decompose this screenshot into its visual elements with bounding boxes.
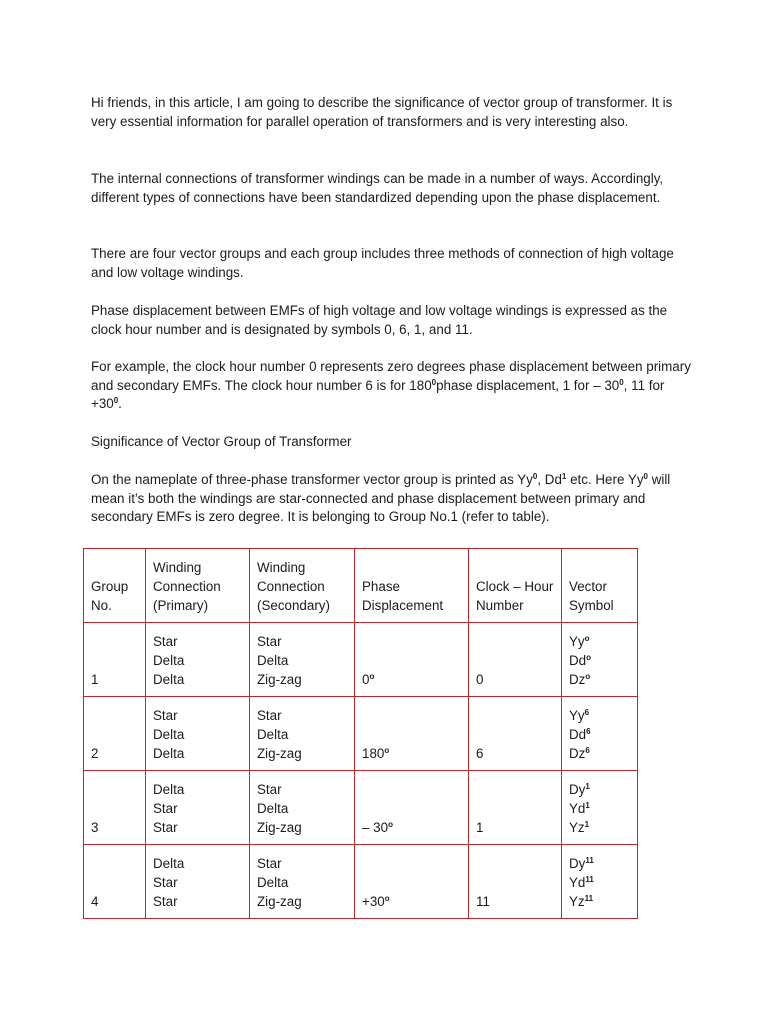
- table-row: [84, 771, 638, 845]
- header-line: Displacement: [362, 598, 444, 613]
- intro-paragraph: Hi friends, in this article, I am going to describe the significance of vector group of transformer. It is very essential information for parallel operation of transformers and is very interesting also.: [91, 95, 673, 129]
- winding-primary-header: [146, 549, 250, 623]
- symbol-superscript: 6: [584, 708, 590, 717]
- symbol-superscript: o: [585, 672, 591, 681]
- phase-displacement-paragraph: Phase displacement between EMFs of high voltage and low voltage windings is expressed as the clock hour number and is designated by symbols 0, 6, 1, and 11.: [91, 303, 668, 337]
- primary-connection-line: Delta: [153, 856, 185, 871]
- vector-symbol: [569, 873, 631, 892]
- symbol-letters: Dy: [569, 856, 586, 871]
- secondary-connection-cell: [250, 845, 355, 919]
- vector-symbol: [569, 725, 631, 744]
- clock-hour-cell: [469, 697, 562, 771]
- group-cell: [84, 623, 146, 697]
- symbol-letters: Dz: [569, 746, 586, 761]
- phase-value: 0: [362, 672, 370, 687]
- symbol-superscript: 11: [585, 875, 594, 884]
- header-line: No.: [91, 598, 112, 613]
- primary-connection-cell: [146, 771, 250, 845]
- symbol-superscript: 6: [586, 727, 591, 736]
- primary-connection-line: Delta: [153, 672, 185, 687]
- group-no-header: [84, 549, 146, 623]
- group-cell: [84, 845, 146, 919]
- vector-symbol-cell: [562, 697, 638, 771]
- group-number: 3: [91, 820, 99, 835]
- winding-secondary-header: [250, 549, 355, 623]
- phase-value: 180: [362, 746, 385, 761]
- primary-connection-line: Delta: [153, 727, 185, 742]
- secondary-connection-line: Delta: [257, 801, 289, 816]
- symbol-superscript: 1: [584, 820, 590, 829]
- degree-superscript: o: [369, 672, 375, 681]
- clock-hour-value: 6: [476, 746, 484, 761]
- clock-hour-cell: [469, 771, 562, 845]
- example-paragraph: [91, 358, 691, 414]
- group-number: 4: [91, 894, 99, 909]
- header-line: Vector: [569, 579, 607, 594]
- primary-connection-line: Delta: [153, 746, 185, 761]
- symbol-superscript: 0: [643, 472, 648, 481]
- symbol-superscript: 1: [561, 472, 567, 481]
- degree-superscript: 0: [619, 377, 624, 387]
- nameplate-paragraph: [91, 471, 691, 527]
- symbol-letters: Yd: [569, 875, 586, 890]
- symbol-letters: Yz: [569, 820, 585, 835]
- symbol-letters: Dy: [569, 782, 586, 797]
- table-row: [84, 623, 638, 697]
- symbol-letters: Dd: [569, 727, 587, 742]
- header-line: Connection: [153, 579, 221, 594]
- vector-symbol: [569, 744, 631, 763]
- secondary-connection-line: Delta: [257, 653, 289, 668]
- secondary-connection-line: Zig-zag: [257, 746, 302, 761]
- nameplate-text-2: , Dd: [537, 472, 562, 487]
- symbol-superscript: o: [586, 653, 592, 662]
- vector-groups-paragraph: There are four vector groups and each group includes three methods of connection of high voltage and low voltage windings.: [91, 246, 674, 280]
- nameplate-text-3: etc. Here Yy: [566, 472, 644, 487]
- symbol-superscript: 11: [584, 894, 594, 903]
- degree-superscript: 0: [113, 396, 119, 406]
- primary-connection-cell: [146, 697, 250, 771]
- phase-value: +30: [362, 894, 385, 909]
- table-row: [84, 697, 638, 771]
- primary-connection-line: Delta: [153, 782, 185, 797]
- header-line: (Secondary): [257, 598, 330, 613]
- example-text-4: .: [118, 396, 122, 412]
- vector-symbol: [569, 799, 631, 818]
- header-line: Clock – Hour: [476, 579, 554, 594]
- phase-displacement-header: [355, 549, 469, 623]
- clock-hour-cell: [469, 845, 562, 919]
- phase-cell: [355, 623, 469, 697]
- degree-superscript: o: [388, 820, 393, 829]
- symbol-letters: Yy: [569, 708, 585, 723]
- vector-symbol: [569, 651, 631, 670]
- degree-superscript: 0: [431, 377, 437, 387]
- vector-symbol: [569, 854, 631, 873]
- primary-connection-line: Delta: [153, 653, 185, 668]
- clock-hour-value: 1: [476, 820, 484, 835]
- clock-hour-header: [469, 549, 562, 623]
- primary-connection-line: Star: [153, 820, 178, 835]
- symbol-letters: Yy: [569, 634, 585, 649]
- example-text-3: , 11 for +30: [91, 377, 665, 412]
- header-line: Connection: [257, 579, 325, 594]
- primary-connection-line: Star: [153, 708, 178, 723]
- group-number: 2: [91, 746, 99, 761]
- primary-connection-line: Star: [153, 801, 178, 816]
- symbol-superscript: o: [584, 634, 590, 643]
- secondary-connection-line: Star: [257, 634, 282, 649]
- header-line: Phase: [362, 579, 400, 594]
- secondary-connection-line: Zig-zag: [257, 672, 302, 687]
- section-heading: Significance of Vector Group of Transformer: [91, 434, 352, 449]
- vector-symbol-header: [562, 549, 638, 623]
- symbol-letters: Dd: [569, 653, 587, 668]
- example-text-2: phase displacement, 1 for – 30: [436, 377, 620, 393]
- vector-symbol-cell: [562, 845, 638, 919]
- vector-symbol: [569, 892, 631, 911]
- secondary-connection-cell: [250, 623, 355, 697]
- example-text-1: For example, the clock hour number 0 represents zero degrees phase displacement between primary and secondary EMFs. The clock hour number 6 is for 180: [91, 359, 691, 393]
- header-line: Winding: [153, 560, 202, 575]
- group-number: 1: [91, 672, 99, 687]
- phase-cell: [355, 771, 469, 845]
- symbol-letters: Yz: [569, 894, 585, 909]
- symbol-superscript: 6: [585, 746, 590, 755]
- symbol-superscript: 1: [585, 782, 590, 791]
- clock-hour-value: 11: [476, 894, 490, 909]
- primary-connection-cell: [146, 845, 250, 919]
- header-line: Symbol: [569, 598, 614, 613]
- primary-connection-line: Star: [153, 894, 178, 909]
- secondary-connection-line: Zig-zag: [257, 894, 302, 909]
- phase-value: – 30: [362, 820, 389, 835]
- symbol-superscript: 1: [585, 801, 590, 810]
- nameplate-text-1: On the nameplate of three-phase transformer vector group is printed as Yy: [91, 472, 533, 487]
- table-header-row: [84, 549, 638, 623]
- header-line: Number: [476, 598, 524, 613]
- clock-hour-cell: [469, 623, 562, 697]
- secondary-connection-line: Star: [257, 856, 282, 871]
- secondary-connection-line: Delta: [257, 875, 289, 890]
- degree-superscript: o: [384, 894, 390, 903]
- table-row: [84, 845, 638, 919]
- secondary-connection-line: Zig-zag: [257, 820, 302, 835]
- header-line: Group: [91, 579, 129, 594]
- header-line: (Primary): [153, 598, 209, 613]
- primary-connection-cell: [146, 623, 250, 697]
- vector-symbol: [569, 632, 631, 651]
- secondary-connection-line: Star: [257, 708, 282, 723]
- secondary-connection-line: Star: [257, 782, 282, 797]
- secondary-connection-line: Delta: [257, 727, 289, 742]
- degree-superscript: o: [384, 746, 390, 755]
- vector-symbol: [569, 670, 631, 689]
- symbol-letters: Dz: [569, 672, 586, 687]
- vector-symbol-cell: [562, 623, 638, 697]
- phase-cell: [355, 845, 469, 919]
- symbol-letters: Yd: [569, 801, 586, 816]
- symbol-superscript: 11: [585, 856, 594, 865]
- symbol-superscript: 0: [532, 472, 538, 481]
- primary-connection-line: Star: [153, 875, 178, 890]
- group-cell: [84, 697, 146, 771]
- secondary-connection-cell: [250, 697, 355, 771]
- vector-symbol: [569, 706, 631, 725]
- nameplate-text-4: will mean it’s both the windings are star-connected and phase displacement between primary and secondary EMFs is zero degree. It is belonging to Group No.1 (refer to table).: [91, 472, 671, 525]
- secondary-connection-cell: [250, 771, 355, 845]
- primary-connection-line: Star: [153, 634, 178, 649]
- vector-group-table: [83, 548, 638, 919]
- vector-symbol-cell: [562, 771, 638, 845]
- vector-symbol: [569, 818, 631, 837]
- clock-hour-value: 0: [476, 672, 484, 687]
- connections-paragraph: The internal connections of transformer windings can be made in a number of ways. Accordingly, different types of connections have been standardized depending upon the phase displacement.: [91, 171, 664, 205]
- header-line: Winding: [257, 560, 306, 575]
- group-cell: [84, 771, 146, 845]
- vector-symbol: [569, 780, 631, 799]
- phase-cell: [355, 697, 469, 771]
